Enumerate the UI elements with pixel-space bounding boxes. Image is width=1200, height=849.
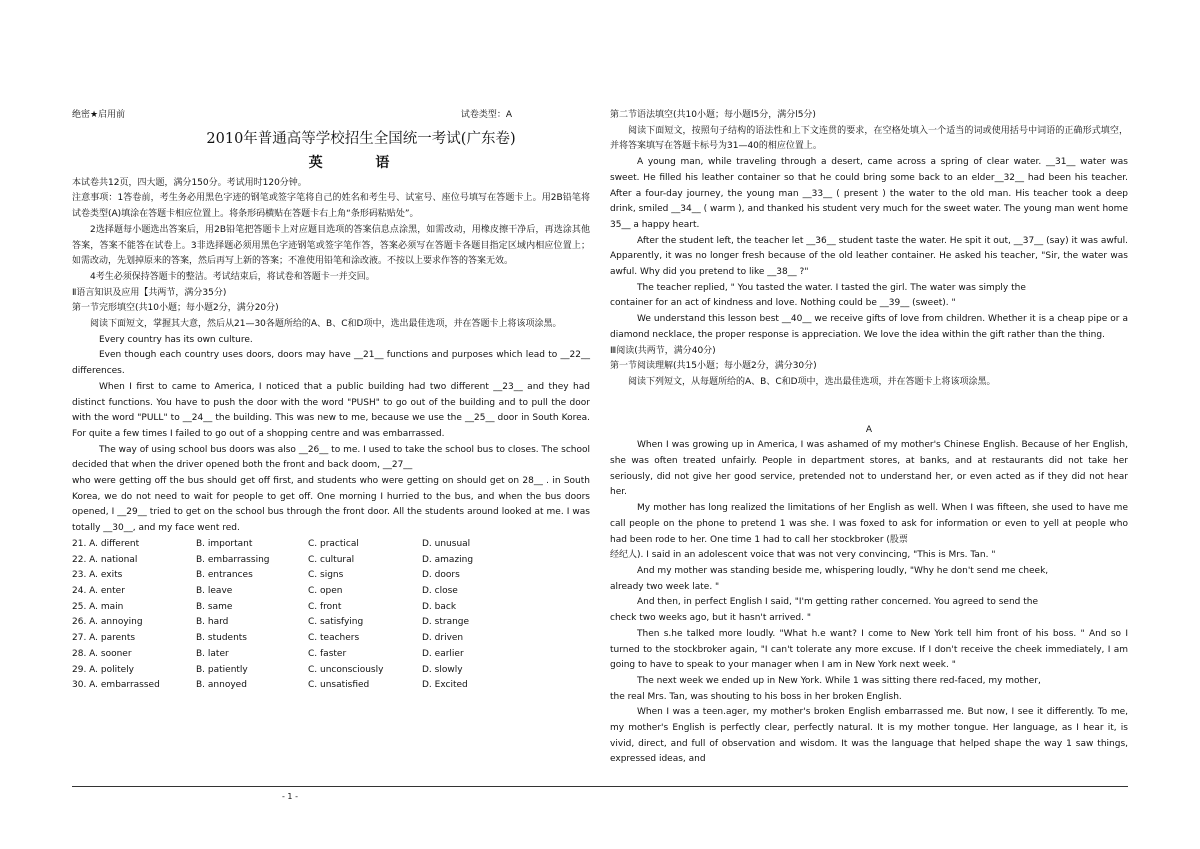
passage-label: A	[865, 424, 873, 435]
section-heading: Ⅱ语言知识及应用【共两节，满分35分)	[72, 287, 227, 298]
option: B. annoyed	[196, 680, 247, 691]
option-row	[72, 584, 590, 600]
option: C. faster	[308, 648, 347, 659]
option: 25. A. main	[72, 601, 124, 612]
option: 21. A. different	[72, 538, 140, 549]
option-row	[72, 553, 590, 569]
passage-paragraph: A young man, while traveling through a desert, came across a spring of clear water. __31__ water was sweet. He filled his leather container so that he could bring some back to an elder__32__ had been his teacher. After a four-day journey, the young man __33__ ( present ) the water to the old man. His teacher took a deep drink, smiled __34__ ( warm ), and thanked his student very much for the sweet water. The young man went home 35__ a happy heart.	[610, 157, 1128, 230]
subject-title: 英 语	[308, 154, 414, 171]
passage-paragraph: container for an act of kindness and love. Nothing could be __39__ (sweet). "	[610, 298, 956, 309]
option-row	[72, 568, 590, 584]
right-column	[610, 108, 1128, 768]
part-heading: 第二节语法填空(共10小题；每小题l5分，满分l5分)	[610, 110, 816, 120]
passage-title: Every country has its own culture.	[99, 334, 253, 345]
part-instruction: 阅读下面短文，掌握其大意，然后从21—30各题所给的A、B、C和D项中，选出最佳选项，并在答题卡上将该项涂黑。	[90, 319, 562, 330]
secret-label: 绝密★启用前	[72, 110, 126, 120]
option: C. unconsciously	[308, 664, 384, 675]
option: D. amazing	[422, 554, 474, 565]
option: B. leave	[196, 585, 233, 596]
option: D. back	[422, 601, 457, 612]
reading-paragraph: My mother has long realized the limitations of her English as well. When I was fifteen, she used to have me call people on the phone to pretend 1 was she. I was foxed to ask for information or even to yell at people who had been rode to her. One time 1 had to call her stockbroker (股票	[610, 503, 1128, 545]
reading-paragraph: And then, in perfect English I said, "I'm getting rather concerned. You agreed to send the	[637, 597, 1039, 608]
option-row	[72, 631, 590, 647]
reading-paragraph: When I was growing up in America, I was ashamed of my mother's Chinese English. Because of her English, she was often treated unfairly. People in department stores, at banks, and at restaurants did not take her seriously, did not give her good service, pretended not to understand her, or even acted as if they did not hear her.	[610, 440, 1128, 498]
part-instruction: 阅读下列短文，从每题所给的A、B、C和D项中，选出最佳选项，并在答题卡上将该项涂黑。	[628, 376, 996, 387]
paper-type: 试卷类型：A	[460, 110, 512, 120]
passage-paragraph: The way of using school bus doors was also __26__ to me. I used to take the school bus to closes. The school decided that when the driver opened both the front and back doom, __27__	[72, 444, 590, 471]
option: D. unusual	[422, 538, 471, 549]
option: D. driven	[422, 633, 464, 644]
option: B. hard	[196, 617, 229, 628]
option: 29. A. politely	[72, 664, 135, 675]
passage-paragraph: who were getting off the bus should get off first, and students who were getting on should get on 28__ . in South Korea, we do not need to wait for people to get off. One morning I hurried to the bus, and when the bus doors opened, I __29__ tried to get on the school bus through the front door. All the students around looked at me. I was totally __30__, and my face went red.	[72, 476, 590, 534]
passage-paragraph: When I first to came to America, I noticed that a public building had two different __23__ and they had distinct functions. You have to push the door with the word "PUSH" to go out of the building and to pull the door with the word "PULL" to __24__ the building. This was new to me, because we use the __25__ door in South Korea. For quite a few times I failed to go out of a shopping centre and was embarrassed.	[72, 381, 590, 439]
passage-paragraph: After the student left, the teacher let __36__ student taste the water. He spit it out, __37__ (say) it was awful. Apparently, it was no longer fresh because of the old leather container. He asked his teacher, "Sir, the water was awful. Why did you pretend to like __38__ ?"	[610, 235, 1128, 278]
section-heading: Ⅲ阅读(共两节，满分40分)	[610, 345, 716, 356]
option: D. strange	[422, 617, 470, 628]
part-instruction: 阅读下面短文，按照句子结构的语法性和上下文连贯的要求，在空格处填入一个适当的词或使用括号中词语的正确形式填空，并将答案填写在答题卡标号为31—40的相应位置上。	[610, 125, 1128, 152]
option: C. cultural	[308, 554, 355, 565]
intro-line: 注意事项：1答卷前，考生务必用黑色字迹的钢笔或签字笔将自己的姓名和考生号、试室号、座位号填写在答题卡上。用2B铅笔将试卷类型(A)填涂在答题卡相应位置上。将条形码横贴在答题卡右上角“条形码粘贴处”。	[72, 193, 590, 220]
option: D. doors	[422, 570, 460, 581]
intro-line: 本试卷共12页，四大题，满分150分。考试用时120分钟。	[72, 177, 307, 188]
footer-rule	[72, 786, 1128, 787]
options-list	[72, 537, 590, 694]
reading-paragraph: 经纪人). I said in an adolescent voice that was not very convincing, "This is Mrs. Tan. "	[610, 550, 996, 561]
option: B. important	[196, 538, 253, 549]
intro-line: 4考生必须保持答题卡的整洁。考试结束后，将试卷和答题卡一并交回。	[90, 271, 375, 282]
option: C. unsatisfied	[308, 680, 370, 691]
option: 24. A. enter	[72, 585, 125, 596]
option: D. close	[422, 585, 458, 596]
passage-paragraph: The teacher replied, " You tasted the water. I tasted the girl. The water was simply the	[637, 282, 1026, 293]
left-column	[72, 108, 590, 694]
intro-line: 2选择题每小题选出答案后，用2B铅笔把答题卡上对应题目选项的答案信息点涂黑，如需改动，用橡皮擦干净后，再选涂其他答案，答案不能答在试卷上。3非选择题必须用黑色字迹钢笔或签字笔作答，答案必须写在答题卡各题目指定区域内相应位置上；如需改动，先划掉原来的答案，然后再写上新的答案；不准使用铅笔和涂改液。不按以上要求作答的答案无效。	[72, 224, 590, 267]
reading-paragraph: The next week we ended up in New York. While 1 was sitting there red-faced, my mother,	[637, 675, 1041, 686]
option: 23. A. exits	[72, 570, 123, 581]
option: 26. A. annoying	[72, 617, 143, 628]
option: D. slowly	[422, 664, 463, 675]
reading-paragraph: And my mother was standing beside me, whispering loudly, "Why he don't send me cheek,	[637, 565, 1049, 576]
reading-paragraph: Then s.he talked more loudly. "What h.e want? I come to New York tell him front of his boss. " And so I turned to the stockbroker again, "I can't tolerate any more excuse. If I don't receive the cheek immediately, I am going to have to speak to your manager when I am in New York next week. "	[610, 628, 1128, 671]
option-row	[72, 537, 590, 553]
reading-paragraph: When I was a teen.ager, my mother's broken English embarrassed me. But now, I see it differently. To me, my mother's English is perfectly clear, perfectly natural. It is my mother tongue. Her language, as I hear it, is vivid, direct, and full of observation and wisdom. It was the language that helped shape the way 1 saw things, expressed ideas, and	[610, 707, 1128, 765]
passage-paragraph: We understand this lesson best __40__ we receive gifts of love from children. Whether it is a cheap pipe or a diamond necklace, the proper response is appreciation. We love the idea within the gift rather than the thing.	[610, 314, 1128, 340]
part-heading: 第一节阅读理解(共15小题；每小题2分，满分30分)	[610, 361, 817, 372]
option-row	[72, 615, 590, 631]
option: D. Excited	[422, 680, 468, 691]
option: B. patiently	[196, 664, 248, 675]
exam-title: 2010年普通高等学校招生全国统一考试(广东卷)	[206, 130, 516, 147]
reading-paragraph: check two weeks ago, but it hasn't arrived. "	[610, 613, 811, 624]
passage-paragraph: Even though each country uses doors, doors may have __21__ functions and purposes which lead to __22__ differences.	[72, 350, 590, 377]
option-row	[72, 600, 590, 616]
part-heading: 第一节完形填空(共10小题；每小题2分，满分20分)	[72, 303, 279, 314]
option: 27. A. parents	[72, 633, 136, 644]
option-row	[72, 678, 590, 694]
option: 28. A. sooner	[72, 648, 132, 659]
option: C. open	[308, 585, 343, 596]
option: 22. A. national	[72, 554, 138, 565]
option: B. students	[196, 633, 247, 644]
option: C. satisfying	[308, 617, 364, 628]
option: C. front	[308, 601, 342, 612]
option: B. same	[196, 601, 233, 612]
option: C. teachers	[308, 633, 360, 644]
option: C. practical	[308, 538, 359, 549]
reading-paragraph: already two week late. "	[610, 581, 720, 592]
option: B. entrances	[196, 570, 253, 581]
option: 30. A. embarrassed	[72, 680, 160, 691]
option-row	[72, 663, 590, 679]
header-line	[72, 108, 590, 124]
option: D. earlier	[422, 648, 464, 659]
option: B. embarrassing	[196, 554, 270, 565]
option: C. signs	[308, 570, 344, 581]
option: B. later	[196, 648, 229, 659]
page-number: - 1 -	[282, 792, 298, 801]
option-row	[72, 647, 590, 663]
reading-paragraph: the real Mrs. Tan, was shouting to his boss in her broken English.	[610, 691, 902, 702]
